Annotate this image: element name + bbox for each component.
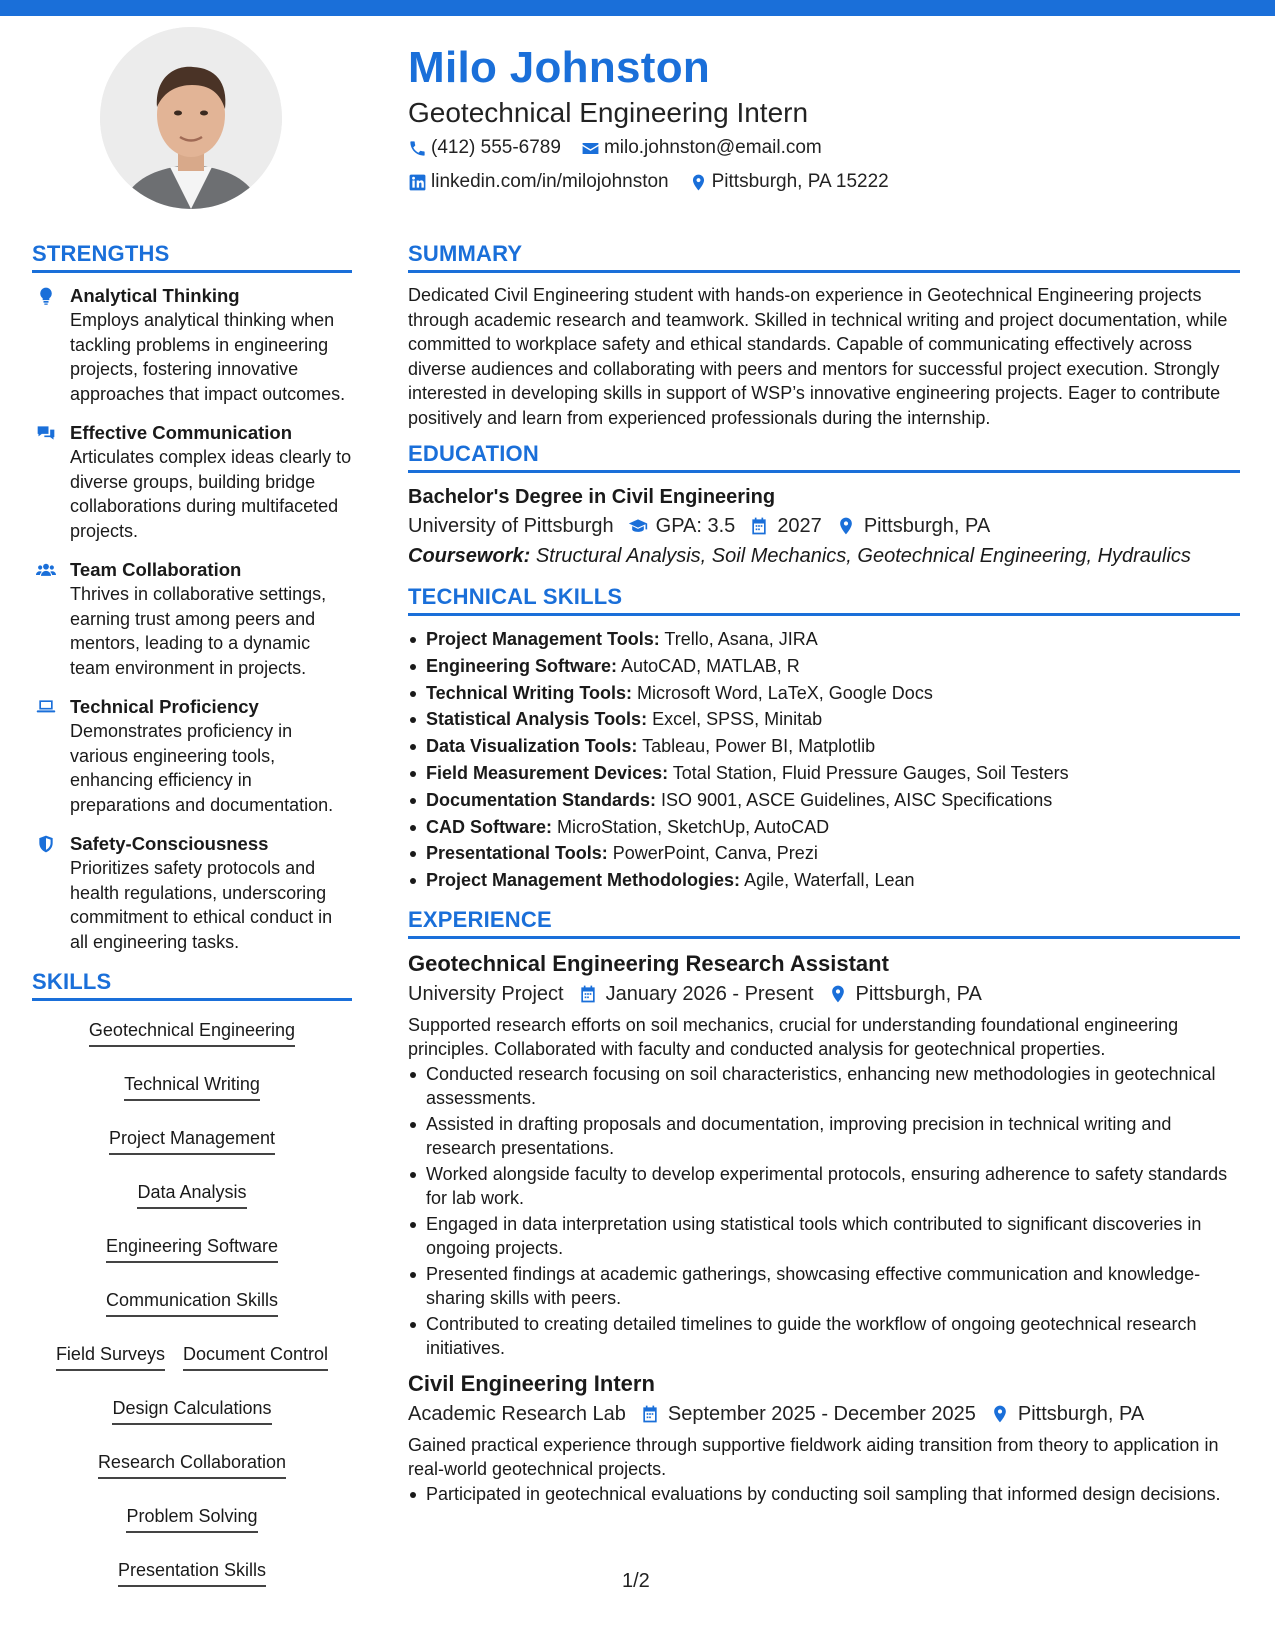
phone-text: (412) 555-6789 [431, 137, 561, 158]
job-title: Geotechnical Engineering Research Assistant [408, 950, 889, 976]
job-location [990, 1399, 1144, 1429]
job-dates [640, 1399, 976, 1429]
skill-label: Project Management Methodologies: [426, 870, 741, 891]
education-school [408, 511, 614, 541]
list-item: Presented findings at academic gatherings, showcasing effective communication and knowledge-sharing skills with peers. [408, 1262, 1240, 1311]
skill-tag: Data Analysis [137, 1179, 246, 1209]
year-text: 2027 [777, 515, 822, 537]
skill-tag: Research Collaboration [98, 1449, 286, 1479]
skill-label: Presentational Tools: [426, 843, 608, 864]
list-item: Conducted research focusing on soil characteristics, enhancing new methodologies in geotechnical assessments. [408, 1062, 1240, 1111]
skill-value: ISO 9001, ASCE Guidelines, AISC Specifications [661, 789, 1053, 810]
skill-value: Excel, SPSS, Minitab [652, 709, 823, 730]
list-item [408, 867, 1240, 894]
linkedin-icon [408, 173, 427, 192]
skill-tag: Technical Writing [124, 1071, 260, 1101]
org-text: University Project [408, 982, 564, 1005]
list-item [408, 653, 1240, 680]
strength-item [32, 831, 352, 954]
skill-label: Project Management Tools: [426, 629, 660, 649]
contact-location [689, 171, 889, 193]
skill-tag: Project Management [109, 1125, 275, 1155]
list-item [408, 760, 1240, 787]
list-item: Contributed to creating detailed timelines to guide the workflow of ongoing geotechnical research initiatives. [408, 1312, 1240, 1361]
skill-value: PowerPoint, Canva, Prezi [612, 843, 818, 864]
skill-tag: Document Control [183, 1341, 328, 1371]
job-dates [578, 979, 814, 1009]
map-pin-icon [828, 984, 848, 1004]
candidate-name: Milo Johnston [408, 43, 711, 92]
job-meta [408, 979, 1240, 1009]
job-entry [408, 1369, 1240, 1507]
skill-label: Engineering Software: [426, 655, 618, 676]
list-item: Engaged in data interpretation using statistical tools which contributed to significant discoveries in ongoing projects. [408, 1212, 1240, 1261]
location-text: Pittsburgh, PA 15222 [711, 171, 889, 192]
coursework-label: Coursework: [408, 545, 531, 567]
job-org [408, 1399, 626, 1429]
map-pin-icon [990, 1404, 1010, 1424]
list-item [408, 787, 1240, 814]
contact-linkedin[interactable] [408, 171, 669, 193]
list-item [408, 706, 1240, 733]
calendar-icon [578, 984, 598, 1004]
skill-tag: Problem Solving [126, 1503, 257, 1533]
strength-title: Team Collaboration [70, 559, 242, 580]
job-meta [408, 1399, 1240, 1429]
lightbulb-icon [36, 286, 56, 306]
strengths-heading: STRENGTHS [32, 240, 352, 273]
education-meta [408, 511, 1240, 541]
job-description: Supported research efforts on soil mechanics, crucial for understanding foundational engineering principles. Collaborated with faculty and conducted analysis for geotechnical properties. [408, 1014, 1179, 1060]
technical-skills-heading: TECHNICAL SKILLS [408, 583, 1240, 616]
email-text: milo.johnston@email.com [603, 137, 822, 158]
contact-row-2 [408, 166, 1248, 198]
skills-section [32, 968, 352, 1587]
skill-tag: Design Calculations [112, 1395, 271, 1425]
chat-bubbles-icon [36, 423, 56, 443]
right-column [408, 240, 1240, 1514]
skill-value: Microsoft Word, LaTeX, Google Docs [637, 682, 933, 703]
skill-label: Data Visualization Tools: [426, 736, 638, 757]
job-location-text: Pittsburgh, PA [855, 982, 982, 1005]
contact-row-1 [408, 132, 1248, 164]
calendar-icon [749, 516, 769, 536]
skill-tag: Geotechnical Engineering [89, 1017, 295, 1047]
shield-icon [36, 834, 56, 854]
education-year [749, 511, 822, 541]
org-text: Academic Research Lab [408, 1402, 626, 1425]
job-description: Gained practical experience through supportive fieldwork aiding transition from theory to application in real-world geotechnical projects. [408, 1434, 1219, 1480]
skill-tag: Field Surveys [56, 1341, 165, 1371]
list-item: Assisted in drafting proposals and documentation, improving precision in technical writing and research presentations. [408, 1112, 1240, 1161]
strength-desc: Prioritizes safety protocols and health regulations, underscoring commitment to ethical conduct in all engineering tasks. [70, 858, 333, 952]
envelope-icon [581, 139, 600, 158]
left-column [32, 240, 352, 1587]
linkedin-text: linkedin.com/in/milojohnston [431, 171, 669, 192]
education-gpa [628, 511, 736, 541]
users-icon [36, 560, 56, 580]
calendar-icon [640, 1404, 660, 1424]
skill-value: Total Station, Fluid Pressure Gauges, Soil Testers [672, 762, 1069, 783]
strength-item [32, 694, 352, 817]
skill-label: CAD Software: [426, 816, 553, 837]
strength-item [32, 557, 352, 680]
technical-skills-list [408, 626, 1240, 894]
gpa-text: GPA: 3.5 [655, 515, 736, 537]
job-location [828, 979, 982, 1009]
skills-list [32, 1011, 352, 1587]
top-accent-bar [0, 0, 1275, 16]
laptop-icon [36, 697, 56, 717]
profile-photo [100, 27, 282, 209]
edu-location-text: Pittsburgh, PA [863, 515, 991, 537]
skill-tag: Engineering Software [106, 1233, 278, 1263]
dates-text: January 2026 - Present [605, 982, 814, 1005]
experience-heading: EXPERIENCE [408, 906, 1240, 939]
resume-header [408, 40, 1248, 198]
strength-title: Technical Proficiency [70, 696, 259, 717]
skill-label: Technical Writing Tools: [426, 682, 633, 703]
list-item [408, 733, 1240, 760]
strength-item [32, 283, 352, 406]
phone-icon [408, 139, 427, 158]
job-bullets [408, 1482, 1240, 1507]
map-pin-icon [689, 173, 708, 192]
list-item: Participated in geotechnical evaluations by conducting soil sampling that informed design decisions. [408, 1482, 1240, 1507]
strength-desc: Demonstrates proficiency in various engineering tools, enhancing efficiency in preparations and documentation. [70, 721, 334, 815]
summary-heading: SUMMARY [408, 240, 1240, 273]
skill-value: Trello, Asana, JIRA [664, 629, 818, 649]
list-item: Worked alongside faculty to develop experimental protocols, ensuring adherence to safety standards for lab work. [408, 1162, 1240, 1211]
skill-label: Documentation Standards: [426, 789, 657, 810]
education-heading: EDUCATION [408, 440, 1240, 473]
job-title: Civil Engineering Intern [408, 1370, 655, 1396]
skill-label: Field Measurement Devices: [426, 762, 669, 783]
list-item [408, 814, 1240, 841]
education-degree: Bachelor's Degree in Civil Engineering [408, 486, 776, 508]
skills-heading: SKILLS [32, 968, 352, 1001]
strength-title: Safety-Consciousness [70, 833, 269, 854]
job-entry [408, 949, 1240, 1361]
coursework [408, 541, 1240, 571]
job-org [408, 979, 564, 1009]
skill-value: MicroStation, SketchUp, AutoCAD [557, 816, 830, 837]
candidate-title: Geotechnical Engineering Intern [408, 97, 809, 128]
list-item [408, 840, 1240, 867]
strength-desc: Thrives in collaborative settings, earning trust among peers and mentors, leading to a dynamic team environment in projects. [70, 584, 327, 678]
skill-tag: Presentation Skills [118, 1557, 266, 1587]
strength-title: Effective Communication [70, 422, 293, 443]
graduation-cap-icon [628, 516, 648, 536]
skill-value: Agile, Waterfall, Lean [744, 870, 915, 891]
strength-title: Analytical Thinking [70, 285, 240, 306]
school-text: University of Pittsburgh [408, 515, 614, 537]
job-location-text: Pittsburgh, PA [1017, 1402, 1145, 1425]
education-location [836, 511, 990, 541]
map-pin-icon [836, 516, 856, 536]
strength-desc: Employs analytical thinking when tackling problems in engineering projects, fostering innovative approaches that impact outcomes. [70, 310, 346, 404]
list-item [408, 680, 1240, 707]
dates-text: September 2025 - December 2025 [667, 1402, 976, 1425]
skill-value: AutoCAD, MATLAB, R [621, 655, 800, 676]
contact-phone [408, 137, 561, 159]
job-bullets [408, 1062, 1240, 1361]
skill-value: Tableau, Power BI, Matplotlib [642, 736, 876, 757]
strength-item [32, 420, 352, 543]
coursework-text: Structural Analysis, Soil Mechanics, Geotechnical Engineering, Hydraulics [535, 545, 1191, 567]
summary-text: Dedicated Civil Engineering student with hands-on experience in Geotechnical Engineering projects through academic research and teamwork. Skilled in technical writing and project documentation, while committed to workplace safety and ethical standards. Capable of communicating effectively across diverse audiences and collaborating with peers and mentors for successful project execution. Strongly interested in developing skills in support of WSP’s innovative engineering projects. Eager to contribute positively and learn from experienced professionals during the internship. [408, 285, 1228, 428]
contact-email[interactable] [581, 137, 822, 159]
list-item [408, 626, 1240, 653]
skill-tag: Communication Skills [106, 1287, 278, 1317]
strength-desc: Articulates complex ideas clearly to diverse groups, building bridge collaborations during multifaceted projects. [70, 447, 352, 541]
page-number: 1/2 [622, 1570, 650, 1592]
skill-label: Statistical Analysis Tools: [426, 709, 648, 730]
